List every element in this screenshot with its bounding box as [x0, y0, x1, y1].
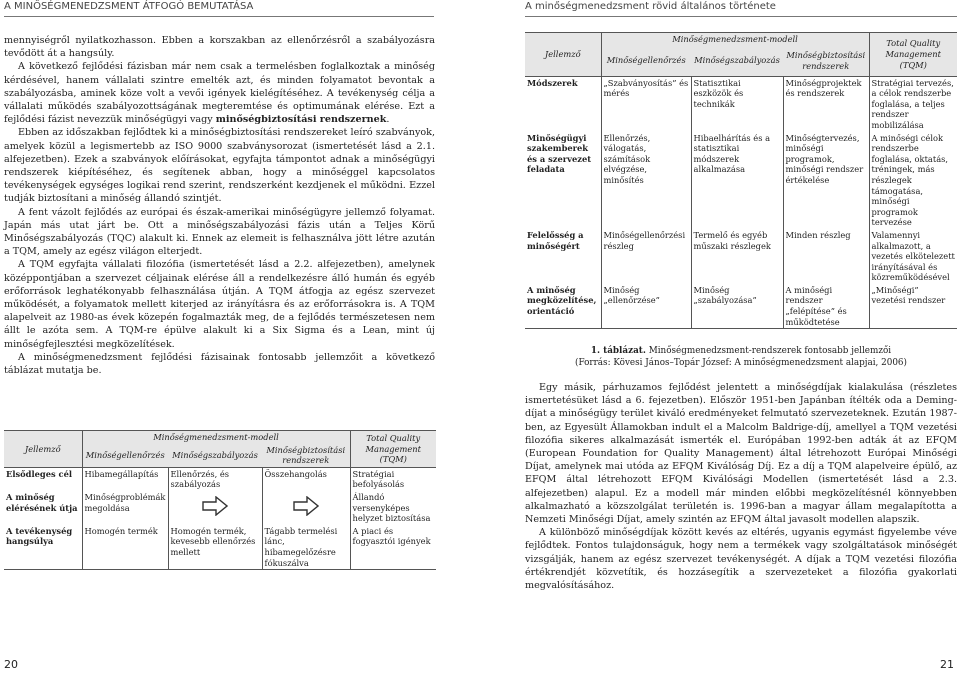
column-header: Minőségellenőrzés — [601, 46, 691, 77]
arrow-icon — [168, 491, 262, 525]
paragraph: A következő fejlődési fázisban már nem csak a termelésben foglalkoztak a minőség kérdésével, hanem vállalati szintre emelték azt, és minden folyamatot bevontak a szabályozásba, aminek köze volt a vevői igények kielégítéséhez. A tevékenység célja a vállalati működés szabályozottságának megteremtése és optimumának elérése. Ezt a fejlődési fázist nevezzük minőségügyi vagy minőségbiztosítási rendszernek. — [4, 61, 435, 126]
paragraph: A minőségmenedzsment fejlődési fázisainak fontosabb jellemzőit a következő táblázat mutatja be. — [4, 351, 435, 377]
column-header: Total Quality Management (TQM) — [869, 33, 957, 77]
running-header-left: A MINŐSÉGMENEDZSMENT ÁTFOGÓ BEMUTATÁSA — [4, 0, 434, 17]
paragraph: mennyiségről nyilatkozhasson. Ebben a korszakban az ellenőrzésről a szabályozásra tevődött át a hangsúly. — [4, 35, 435, 60]
caption-source: (Forrás: Kövesi János–Topár József: A minőségmenedzsment alapjai, 2006) — [575, 358, 907, 368]
paragraph: Ebben az időszakban fejlődtek ki a minőségbiztosítási rendszereket leíró szabványok, amelyek közül a legismertebb az ISO 9000 szabványsorozat (ismertetését lásd a 2.1. alfejezetben). Ezek a szabványok előírásokat, egyfajta támpontot adnak a minőségügyi rendszerek kiépítéséhez, és segítenek abban, hogy a minőséggel kapcsolatos tevékenységek egységes logikai rend szerint, rendszerként kezdjenek el működni. Ezzel tudják biztosítani a minőség állandó szintjét. — [4, 127, 435, 205]
left-page-body — [4, 34, 435, 377]
column-header: Minőségellenőrzés — [82, 444, 168, 468]
page-number-right: 21 — [940, 658, 954, 671]
emphasis-term: minőségbiztosítási rendszernek — [215, 114, 387, 126]
table-caption — [525, 345, 957, 369]
table-row: Minőségügyi szakemberek és a szervezet feladata Ellenőrzés, válogatás, számítások elvégzése, minősítés Hibaelhárítás és a statisztikai módszerek alkalmazása Minőségtervezés, minőségi programok, minőségi rendszer értékelése A minőségi célok rendszerbe foglalása, oktatás, tréningek, más részlegek támogatása, minőségi programok tervezése — [525, 132, 957, 229]
phase-comparison-table — [4, 430, 436, 570]
column-header: Minőségszabályozás — [694, 55, 780, 66]
column-header: Minőségbiztosítási rendszerek — [786, 50, 866, 71]
caption-title: Minőségmenedzsment-rendszerek fontosabb jellemzői — [645, 346, 892, 356]
paragraph: A különböző minőségdíjak között kevés az eltérés, ugyanis egymást figyelembe véve fejlődtek. Fontos tulajdonságuk, hogy nem a termékek vagy szolgáltatások minőségét vizsgálják, hanem az egész szervezet tevékenységét. A díjak a TQM vezetési filozófia értékrendjét közvetítik, és hozzásegítik a szervezeteket a filozófia gyakorlati megvalósításához. — [525, 527, 957, 592]
column-header: Minőségszabályozás — [172, 449, 258, 460]
characteristics-table — [525, 32, 957, 329]
running-header-right: A minőségmenedzsment rövid általános története — [525, 0, 957, 17]
right-page-body — [525, 381, 957, 592]
table-corner-label: Jellemző — [544, 49, 581, 59]
paragraph: A fent vázolt fejlődés az európai és észak-amerikai minőségügyre jellemző folyamat. Japán más utat járt be. Ott a minőségszabályozási fázis után a Teljes Körű Minőségszabályozás (TQC) alakult ki. Ennek az elemeit is felhasználva jött létre azután a TQM, amely az egész világon elterjedt. — [4, 206, 435, 258]
paragraph: A TQM egyfajta vállalati filozófia (ismertetését lásd a 2.2. alfejezetben), amelynek középpontjában a szervezet céljainak elérése áll a rendelkezésre álló humán és egyéb erőforrások leghatékonyabb felhasználása útján. A TQM átfogja az egész szervezet működését, a folyamatok mellett kiterjed az irányításra és az erőforrásokra is. A TQM alapelveit az 1980-as évek közepén fogalmazták meg, de a fejlődés természetesen nem állt le azóta sem. A TQM-re épülve alakult ki a Six Sigma és a Lean, mint új minőségfejlesztési megközelítések. — [4, 259, 435, 350]
page-number-left: 20 — [4, 658, 18, 671]
arrow-icon — [262, 491, 350, 525]
table-row: Elsődleges cél Hibamegállapítás Ellenőrzés, és szabályozás Összehangolás Stratégiai befolyásolás — [4, 467, 436, 491]
table-row: Felelősség a minőségért Minőségellenőrzési részleg Termelő és egyéb műszaki részlegek Minden részleg Valamennyi alkalmazott, a vezetés elkötelezett irányításával és közreműködésével — [525, 229, 957, 284]
caption-number: 1. táblázat. — [590, 346, 646, 356]
table-group-header: Minőségmenedzsment-modell — [82, 431, 350, 444]
table-group-header: Minőségmenedzsment-modell — [601, 33, 869, 46]
table-row: A minőség megközelítése, orientáció Minőség „ellenőrzése” Minőség „szabályozása” A minőségi rendszer „felépítése” és működtetése „Minőségi” vezetési rendszer — [525, 284, 957, 329]
table-row: A tevékenység hangsúlya Homogén termék Homogén termék, kevesebb ellenőrzés mellett Tágabb termelési lánc, hibamegelőzésre fókuszálva A piaci és fogyasztói igények — [4, 525, 436, 570]
table-row: Módszerek „Szabványosítás” és mérés Statisztikai eszközök és technikák Minőségprojektek és rendszerek Stratégiai tervezés, a célok rendszerbe foglalása, a teljes rendszer mobilizálása — [525, 76, 957, 131]
column-header: Total Quality Management (TQM) — [350, 431, 436, 468]
column-header: Minőségbiztosítási rendszerek — [266, 444, 346, 466]
paragraph: Egy másik, párhuzamos fejlődést jelentett a minőségdíjak kialakulása (részletes ismertetésüket lásd a 6. fejezetben). Először 1951-ben Japánban ítélték oda a Deming-díjat a minőségügy terület kiváló eredményeket felmutató szervezeteknek. Ezután 1987-ben, az Egyesült Államokban indult el a Malcolm Baldrige-díj, amellyel a TQM vezetési filozófia sikeres alkalmazását ismerték el. Európában 1992-ben adták át az EFQM (European Foundation for Quality Management) által létrehozott Európai Minőségi Díjat, amelynek mai utóda az EFQM Kiválóság Díj. Ez a díj a TQM alapelveire épülő, az EFQM által létrehozott EFQM Kiválósági Modellen (ismertetését lásd a 2.3. alfejezetben) alapul. Ez a modell már minden előbbi megközelítésnél könnyebben alkalmazható a közszolgálat területén is. 1996-ban a magyar állam megalapította a Nemzeti Minőségi Díjat, amely szintén az EFQM által javasolt modellen alapszik. — [525, 382, 957, 526]
table-corner-label: Jellemző — [24, 443, 61, 454]
table-row: A minőség elérésének útja Minőségproblémák megoldása Állandó versenyképes helyzet biztosítása — [4, 491, 436, 525]
